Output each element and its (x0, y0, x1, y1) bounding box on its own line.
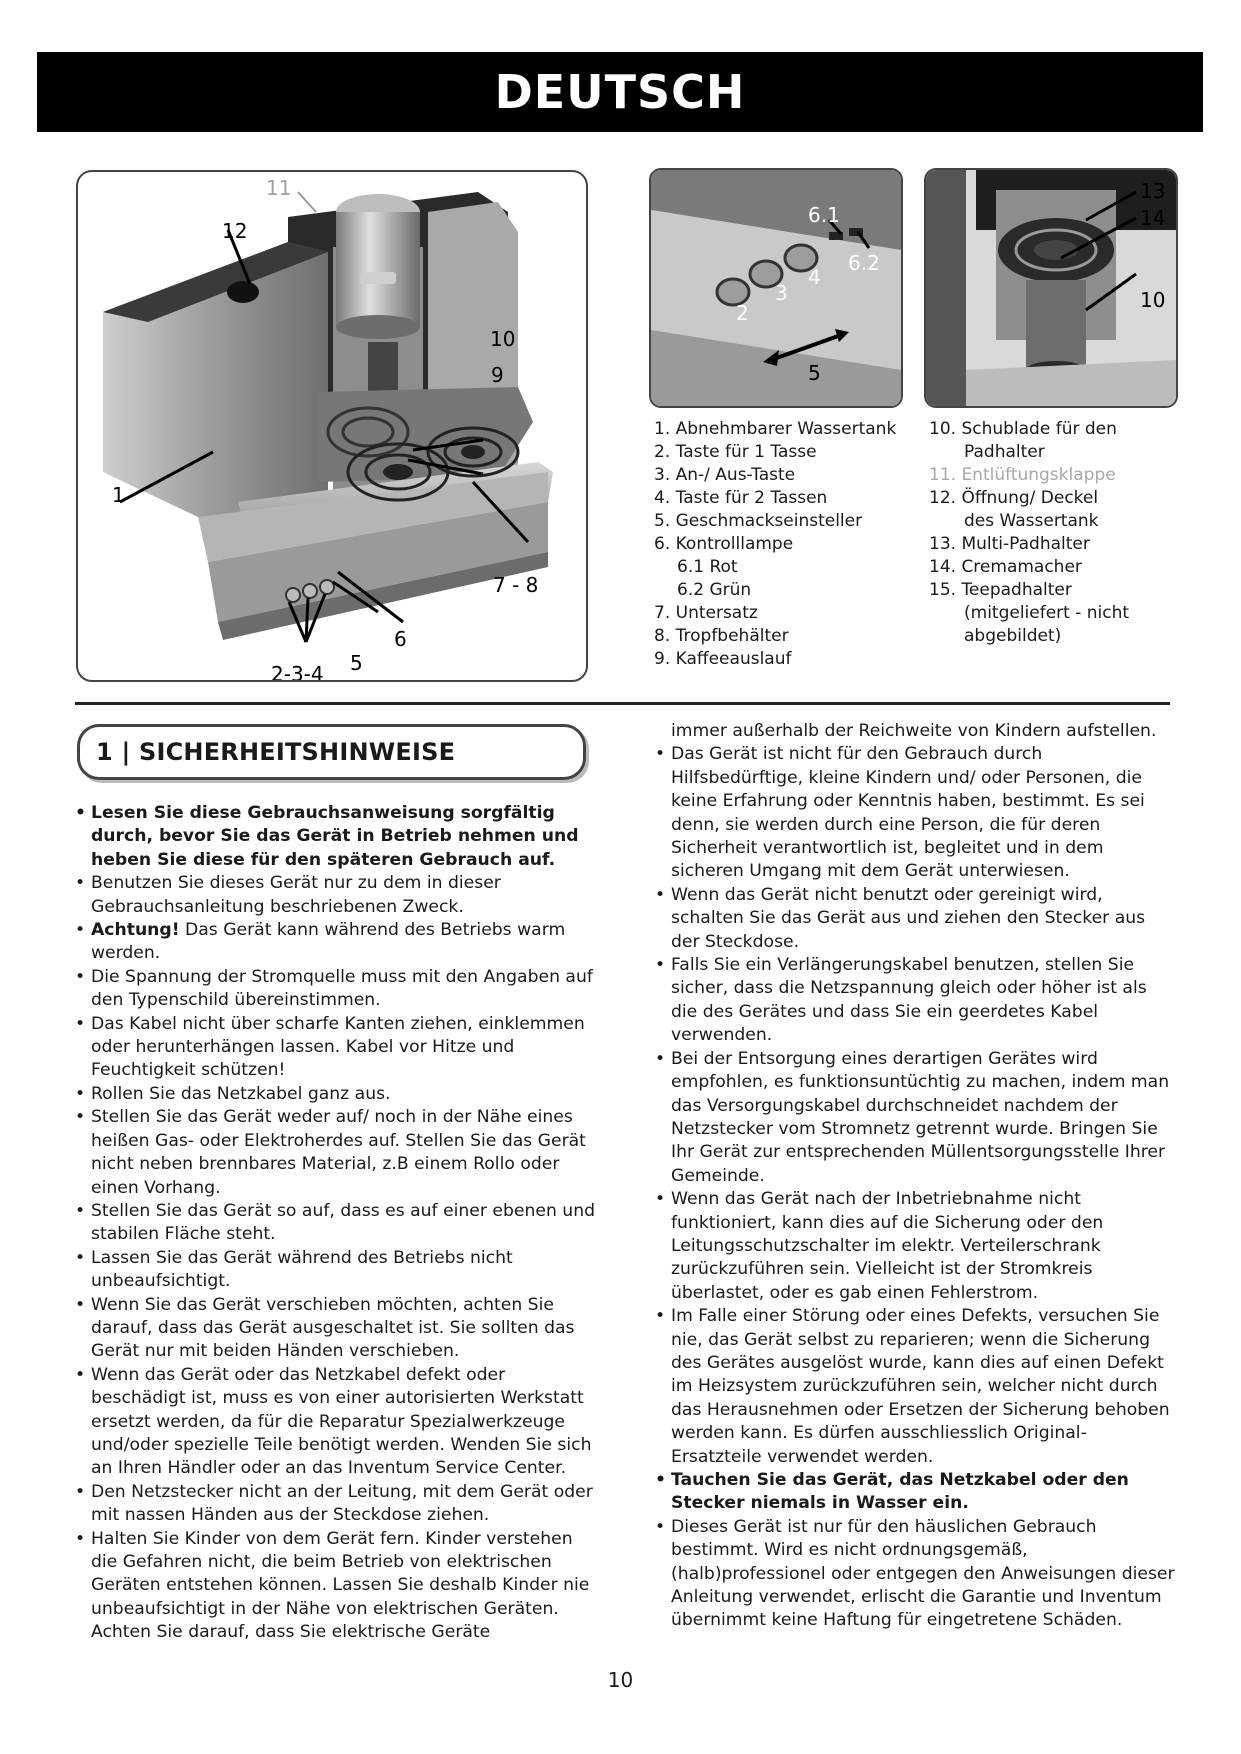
list-item: • Das Kabel nicht über scharfe Kanten ziehen, einklemmen oder herunterhängen lassen. Kabel vor Hitze und Feuchtigkeit schützen! (75, 1013, 595, 1083)
legend-item: 3. An-/ Aus-Taste (654, 465, 796, 485)
legend-item: 11. Entlüftungsklappe (929, 465, 1116, 485)
warning-label: Achtung! (91, 920, 180, 941)
legend-item: 4. Taste für 2 Tassen (654, 488, 828, 508)
legend-item: 6.2 Grün (677, 580, 752, 600)
list-item: • Lassen Sie das Gerät während des Betriebs nicht unbeaufsichtigt. (75, 1247, 595, 1294)
list-item: • Lesen Sie diese Gebrauchsanweisung sorgfältig durch, bevor Sie das Gerät in Betrieb nehmen und heben Sie diese für den späteren Gebrauch auf. (75, 802, 595, 872)
warning-text: Das Gerät kann während des Betriebs warm werden. (91, 920, 566, 964)
label-9: 9 (491, 363, 504, 387)
list-item: • Die Spannung der Stromquelle muss mit den Angaben auf den Typenschild übereinstimmen. (75, 966, 595, 1013)
legend-item: 9. Kaffeeauslauf (654, 649, 792, 669)
language-title: DEUTSCH (494, 65, 746, 119)
list-item: • Benutzen Sie dieses Gerät nur zu dem in dieser Gebrauchsanleitung beschriebenen Zweck. (75, 872, 595, 919)
list-item: • Rollen Sie das Netzkabel ganz aus. (75, 1083, 595, 1106)
section-heading-box (77, 724, 586, 780)
label-13: 13 (1140, 179, 1166, 203)
list-item (75, 919, 595, 966)
parts-legend-right (929, 418, 1129, 648)
list-item: • Bei der Entsorgung eines derartigen Gerätes wird empfohlen, es funktionsuntüchtig zu machen, indem man das Versorgungskabel durchschneidet nachdem der Netzstecker vom Stromnetz getrennt wurde. Bringen Sie Ihr Gerät zur entsprechenden Müllentsorgungsstelle Ihrer Gemeinde. (655, 1048, 1175, 1188)
language-header-bar (37, 52, 1203, 132)
page-number: 10 (607, 1668, 634, 1692)
legend-item: des Wassertank (964, 511, 1099, 531)
legend-item: 1. Abnehmbarer Wassertank (654, 419, 897, 439)
list-item: • Den Netzstecker nicht an der Leitung, mit dem Gerät oder mit nassen Händen aus der Steckdose ziehen. (75, 1481, 595, 1528)
label-10: 10 (490, 327, 516, 351)
list-item: • Dieses Gerät ist nur für den häuslichen Gebrauch bestimmt. Wird es nicht ordnungsgemäß, (halb)professionel oder entgegen den Anweisungen dieser Anleitung verwendet, erlischt die Garantie und Inventum übernimmt keine Haftung für eingetretene Schäden. (655, 1516, 1175, 1633)
legend-item: 7. Untersatz (654, 603, 758, 623)
label-4: 4 (808, 265, 821, 289)
label-2: 2 (736, 301, 749, 325)
label-5b: 5 (808, 361, 821, 385)
list-item-continued: immer außerhalb der Reichweite von Kindern aufstellen. (671, 721, 1157, 741)
legend-item: 6. Kontrolllampe (654, 534, 794, 554)
legend-item: 6.1 Rot (677, 557, 738, 577)
list-item: • Wenn das Gerät nach der Inbetriebnahme nicht funktioniert, kann dies auf die Sicherung oder den Leitungsschutzschalter im elektr. Verteilerschrank zurückzuführen sein. Vielleicht ist der Stromkreis überlastet, oder es gab einen Fehlerstrom. (655, 1188, 1175, 1305)
section-divider (75, 702, 1170, 705)
list-item: • Im Falle einer Störung oder eines Defekts, versuchen Sie nie, das Gerät selbst zu reparieren; wenn die Sicherung des Gerätes ausgelöst wurde, kann dies auf einen Defekt im Heizsystem zurückzuführen sein, welcher nicht durch das Herausnehmen oder Ersetzen der Sicherung behoben werden kann. Es dürfen ausschliesslich Original-Ersatzteile verwendet werden. (655, 1305, 1175, 1469)
controls-photo (649, 168, 903, 408)
label-12: 12 (222, 219, 248, 243)
label-2-3-4: 2-3-4 (271, 662, 324, 680)
label-6: 6 (394, 627, 407, 651)
legend-item: 10. Schublade für den (929, 419, 1117, 439)
section-title: 1 | SICHERHEITSHINWEISE (96, 738, 456, 766)
label-10b: 10 (1140, 288, 1166, 312)
legend-item: (mitgeliefert - nicht (964, 603, 1130, 623)
label-3: 3 (775, 281, 788, 305)
list-item: • Tauchen Sie das Gerät, das Netzkabel oder den Stecker niemals in Wasser ein. (655, 1469, 1175, 1516)
list-item: • Wenn das Gerät oder das Netzkabel defekt oder beschädigt ist, muss es von einer autorisierten Werkstatt ersetzt werden, da für die Reparatur Spezialwerkzeuge und/oder spezielle Teile benötigt werden. Wenden Sie sich an Ihren Händler oder an das Inventum Service Center. (75, 1364, 595, 1481)
padholder-photo (924, 168, 1178, 408)
safety-column-left (75, 802, 595, 1645)
list-item: • Wenn Sie das Gerät verschieben möchten, achten Sie darauf, dass das Gerät ausgeschaltet ist. Sie sollten das Gerät nur mit beiden Händen verschieben. (75, 1294, 595, 1364)
legend-item: abgebildet) (964, 626, 1062, 646)
legend-item: 5. Geschmackseinsteller (654, 511, 863, 531)
legend-item: Padhalter (964, 442, 1045, 462)
label-11: 11 (266, 176, 292, 200)
machine-photo (76, 170, 588, 682)
label-6-1: 6.1 (808, 203, 840, 227)
label-1: 1 (112, 483, 125, 507)
parts-legend-left (654, 418, 896, 671)
label-5: 5 (350, 651, 363, 675)
legend-item: 8. Tropfbehälter (654, 626, 789, 646)
list-item: • Wenn das Gerät nicht benutzt oder gereinigt wird, schalten Sie das Gerät aus und ziehen den Stecker aus der Steckdose. (655, 884, 1175, 954)
legend-item: 14. Cremamacher (929, 557, 1082, 577)
safety-column-right (655, 720, 1175, 1633)
legend-item: 13. Multi-Padhalter (929, 534, 1090, 554)
list-item: • Halten Sie Kinder von dem Gerät fern. Kinder verstehen die Gefahren nicht, die beim Betrieb von elektrischen Geräten entstehen können. Lassen Sie deshalb Kinder nie unbeaufsichtigt in der Nähe von elektrischen Geräten. Achten Sie darauf, dass Sie elektrische Geräte (75, 1528, 595, 1645)
list-item: • Falls Sie ein Verlängerungskabel benutzen, stellen Sie sicher, dass die Netzspannung gleich oder höher ist als die des Gerätes und dass Sie ein geerdetes Kabel verwenden. (655, 954, 1175, 1048)
label-7-8: 7 - 8 (493, 573, 539, 597)
label-6-2: 6.2 (848, 251, 880, 275)
list-item: • Das Gerät ist nicht für den Gebrauch durch Hilfsbedürftige, kleine Kindern und/ oder Personen, die keine Erfahrung oder Kenntnis haben, bestimmt. Es sei denn, sie werden durch eine Person, die für deren Sicherheit verantwortlich ist, begleitet und in dem sicheren Umgang mit dem Gerät unterwiesen. (655, 743, 1175, 883)
label-14: 14 (1140, 206, 1166, 230)
legend-item: 12. Öffnung/ Deckel (929, 488, 1099, 508)
legend-item: 15. Teepadhalter (929, 580, 1072, 600)
legend-item: 2. Taste für 1 Tasse (654, 442, 817, 462)
list-item: • Stellen Sie das Gerät so auf, dass es auf einer ebenen und stabilen Fläche steht. (75, 1200, 595, 1247)
list-item: • Stellen Sie das Gerät weder auf/ noch in der Nähe eines heißen Gas- oder Elektroherdes auf. Stellen Sie das Gerät nicht neben brennbares Material, z.B einem Rollo oder einen Vorhang. (75, 1106, 595, 1200)
